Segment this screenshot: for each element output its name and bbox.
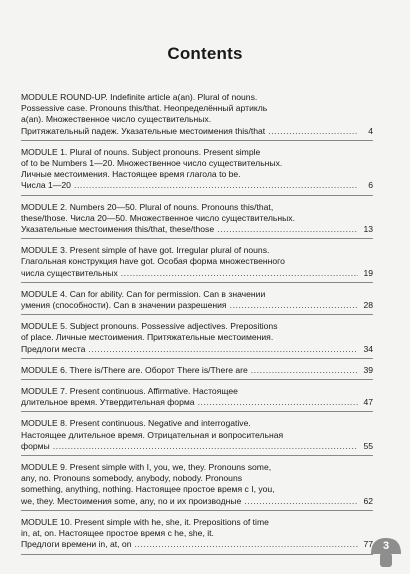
toc-entry-line: Possessive case. Pronouns this/that. Неопределённый артикль: [21, 103, 268, 114]
toc-entry-line: числа существительных: [21, 267, 118, 278]
toc-entry-line: Глагольная конструкция have got. Особая форма множественного: [21, 256, 285, 267]
dot-leader: [121, 268, 358, 279]
toc-page-number: 34: [363, 343, 373, 354]
toc-entry-line: MODULE 2. Numbers 20—50. Plural of nouns. Pronouns this/that,: [21, 201, 274, 212]
dot-leader: [53, 441, 358, 452]
toc-entry-line: MODULE 6. There is/There are. Оборот There is/There are: [21, 364, 248, 375]
toc-page-number: 6: [368, 180, 373, 191]
toc-entry-line: MODULE 3. Present simple of have got. Irregular plural of nouns.: [21, 245, 270, 256]
toc-entry[interactable]: [21, 462, 373, 511]
toc-entry-line: a(an). Множественное число существительных.: [21, 114, 212, 125]
toc-page-number: 39: [363, 364, 373, 375]
toc-entry-line: MODULE 8. Present continuous. Negative and interrogative.: [21, 418, 251, 429]
toc-entry-line: MODULE 9. Present simple with I, you, we, they. Pronouns some,: [21, 462, 272, 473]
dot-leader: [135, 539, 359, 550]
toc-entry-line: Предлоги времени in, at, on: [21, 539, 132, 550]
toc-page-number: 4: [368, 125, 373, 136]
toc-entry-line: MODULE 10. Present simple with he, she, it. Prepositions of time: [21, 516, 269, 527]
toc-entry-line: we, they. Местоимения some, any, no и их производные: [21, 495, 242, 506]
toc-entry-line: MODULE 4. Can for ability. Can for permission. Can в значении: [21, 288, 266, 299]
toc-page-number: 55: [363, 440, 373, 451]
toc-entry-line: Числа 1—20: [21, 180, 71, 191]
table-of-contents: [21, 92, 373, 561]
toc-entry-line: MODULE 5. Subject pronouns. Possessive adjectives. Prepositions: [21, 321, 278, 332]
toc-entry-line: MODULE 1. Plural of nouns. Subject pronouns. Present simple: [21, 146, 261, 157]
toc-entry[interactable]: [21, 418, 373, 456]
page-number: 3: [382, 540, 390, 552]
toc-entry[interactable]: [21, 365, 373, 380]
toc-entry-line: умения (способности). Can в значении разрешения: [21, 300, 227, 311]
toc-entry[interactable]: [21, 321, 373, 359]
page-title: Contents: [167, 44, 243, 63]
toc-entry-line: Притяжательный падеж. Указательные местоимения this/that: [21, 125, 266, 136]
page-number-badge: [369, 535, 403, 569]
toc-entry[interactable]: [21, 92, 373, 141]
toc-page-number: 13: [363, 224, 373, 235]
toc-entry-line: any, no. Pronouns somebody, anybody, nobody. Pronouns: [21, 473, 243, 484]
toc-entry-line: in, at, on. Настоящее простое время с he, she, it.: [21, 528, 214, 539]
toc-page-number: 62: [363, 495, 373, 506]
toc-page-number: 28: [363, 300, 373, 311]
dot-leader: [198, 397, 358, 408]
toc-entry-line: these/those. Числа 20—50. Множественное число существительных.: [21, 212, 295, 223]
toc-entry[interactable]: [21, 386, 373, 412]
dot-leader: [251, 365, 358, 376]
toc-page-number: 47: [363, 397, 373, 408]
dot-leader: [88, 344, 358, 355]
toc-entry-line: Предлоги места: [21, 343, 86, 354]
toc-entry-line: of place. Личные местоимения. Притяжательные местоимения.: [21, 332, 274, 343]
dot-leader: [244, 496, 358, 507]
toc-entry-line: of to be Numbers 1—20. Множественное число существительных.: [21, 158, 283, 169]
toc-entry[interactable]: [21, 147, 373, 196]
dot-leader: [230, 300, 358, 311]
toc-entry-line: формы: [21, 440, 50, 451]
toc-entry-line: MODULE 7. Present continuous. Affirmative. Настоящее: [21, 386, 238, 397]
toc-page-number: 77: [363, 539, 373, 550]
dot-leader: [74, 180, 358, 191]
toc-entry-line: something, anything, nothing. Настоящее простое время с I, you,: [21, 484, 275, 495]
toc-page-number: 19: [363, 267, 373, 278]
toc-entry-line: Личные местоимения. Настоящее время глагола to be.: [21, 169, 241, 180]
toc-entry-line: длительное время. Утвердительная форма: [21, 397, 195, 408]
dot-leader: [268, 126, 358, 137]
toc-entry-line: Указательные местоимения this/that, these/those: [21, 224, 215, 235]
toc-entry[interactable]: [21, 202, 373, 240]
toc-entry[interactable]: [21, 245, 373, 283]
toc-entry[interactable]: [21, 517, 373, 555]
toc-entry-line: Настоящее длительное время. Отрицательная и вопросительная: [21, 429, 284, 440]
toc-entry[interactable]: [21, 289, 373, 315]
toc-entry-line: MODULE ROUND-UP. Indefinite article a(an). Plural of nouns.: [21, 92, 258, 102]
dot-leader: [217, 224, 358, 235]
